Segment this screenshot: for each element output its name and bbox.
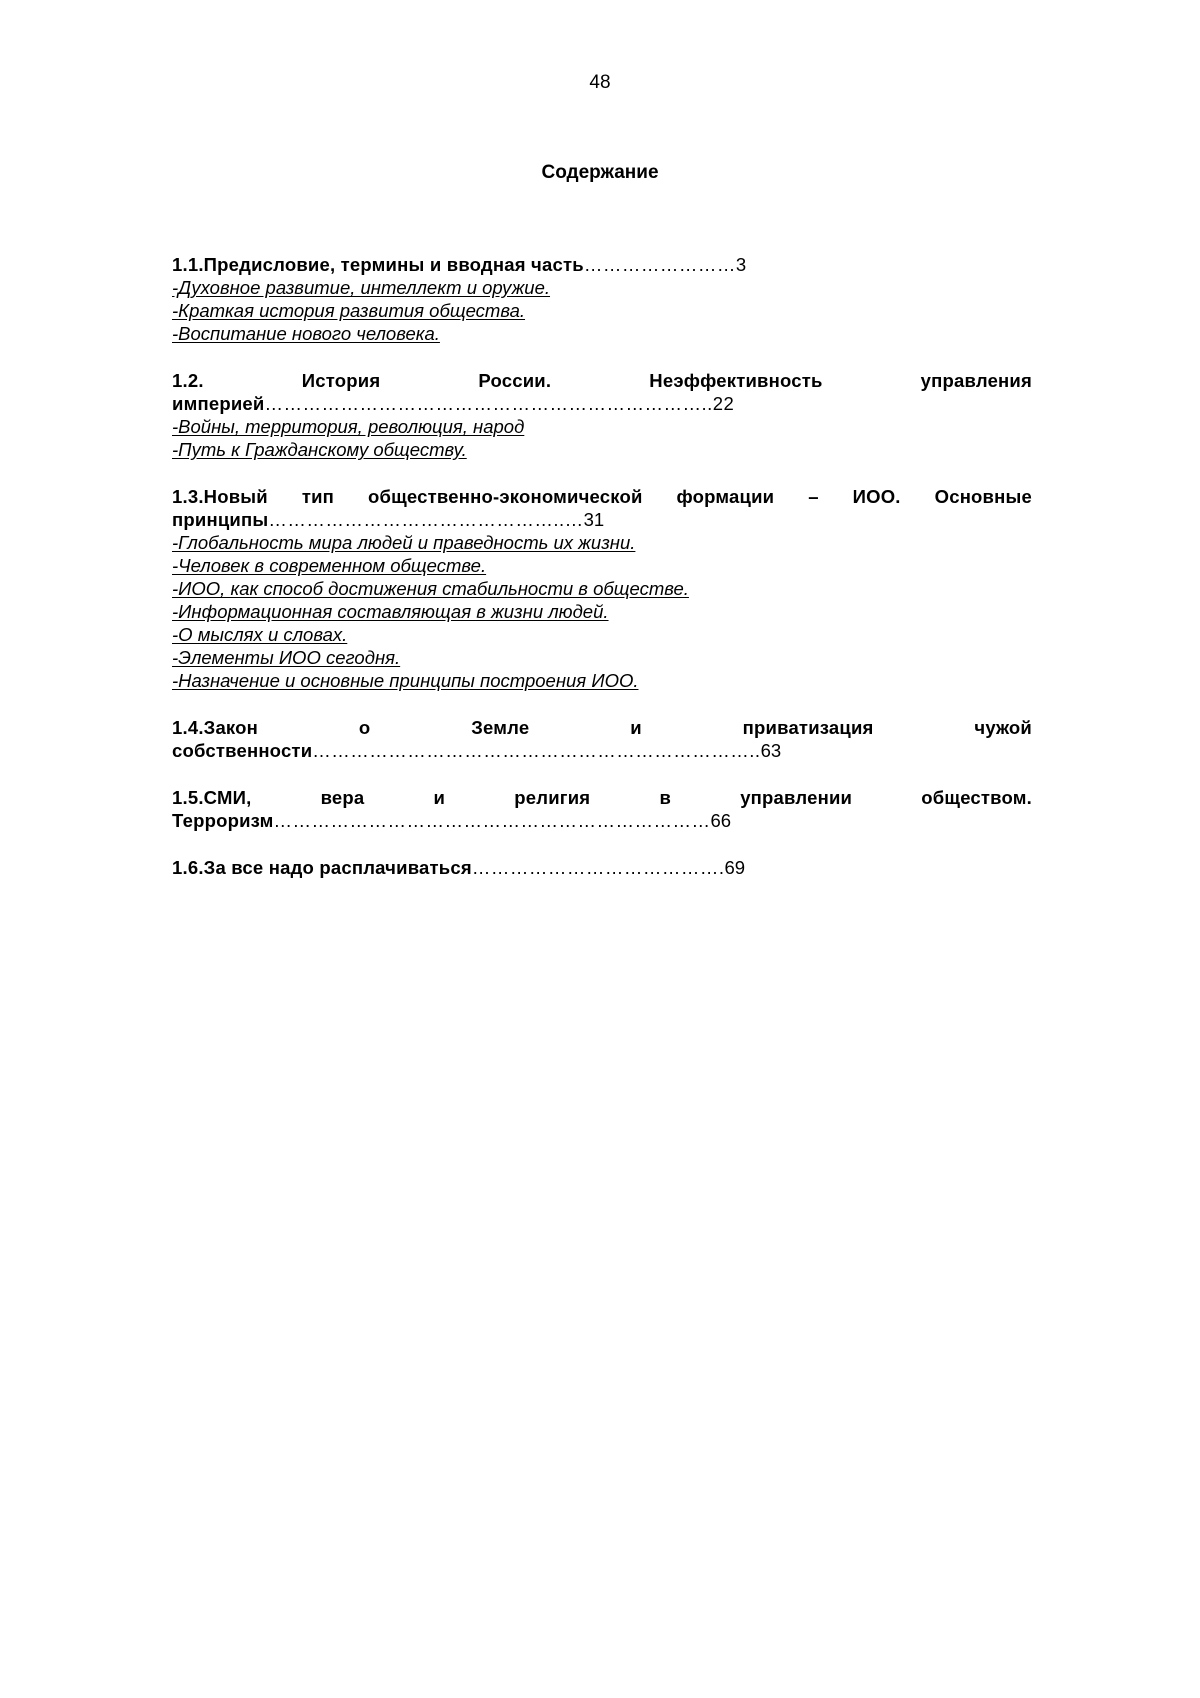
- table-of-contents: [172, 253, 1032, 903]
- toc-page-number: 3: [735, 254, 747, 275]
- toc-subitem[interactable]: -О мыслях и словах.: [172, 624, 348, 645]
- toc-subitem[interactable]: -Духовное развитие, интеллект и оружие.: [172, 277, 551, 298]
- toc-entry-heading[interactable]: [172, 485, 1032, 531]
- toc-subitem[interactable]: -Глобальность мира людей и праведность их жизни.: [172, 532, 636, 553]
- toc-subitem[interactable]: -ИОО, как способ достижения стабильности в обществе.: [172, 578, 689, 599]
- toc-subitem[interactable]: -Воспитание нового человека.: [172, 323, 440, 344]
- toc-leader-dots: ……………………………………………………………..: [312, 740, 761, 761]
- toc-entry-1-2: [172, 369, 1032, 461]
- toc-page-number: 63: [760, 740, 782, 761]
- toc-entry-label: 1.5.СМИ, вера и религия в управлении обществом. Терроризм: [172, 787, 1032, 831]
- toc-leader-dots: ………………………………….: [471, 857, 725, 878]
- toc-entry-label: 1.4.Закон о Земле и приватизация чужой собственности: [172, 717, 1032, 761]
- toc-subitem[interactable]: -Войны, территория, революция, народ: [172, 416, 525, 437]
- toc-entry-1-3: [172, 485, 1032, 692]
- toc-subitems: [172, 415, 1032, 461]
- page-number: 48: [589, 72, 611, 93]
- toc-entry-1-1: [172, 253, 1032, 345]
- toc-entry-label: 1.2. История России. Неэффективность управления империей: [172, 370, 1032, 414]
- toc-entry-heading[interactable]: [172, 716, 1032, 762]
- toc-entry-1-5: [172, 786, 1032, 832]
- toc-leader-dots: ……………………………………………………………..22: [264, 393, 735, 414]
- toc-page-number: 69: [724, 857, 746, 878]
- toc-leader-dots: ……………………: [583, 254, 736, 275]
- toc-subitem[interactable]: -Элементы ИОО сегодня.: [172, 647, 401, 668]
- toc-leader-dots: ……………………………………………………………: [273, 810, 711, 831]
- toc-leader-dots: ………………………………………..…: [268, 509, 584, 530]
- toc-entry-heading[interactable]: [172, 856, 1032, 879]
- toc-subitem[interactable]: -Информационная составляющая в жизни людей.: [172, 601, 609, 622]
- toc-page-number: 66: [710, 810, 732, 831]
- toc-entry-heading[interactable]: [172, 369, 1032, 415]
- toc-subitem[interactable]: -Человек в современном обществе.: [172, 555, 487, 576]
- toc-entry-label: 1.6.За все надо расплачиваться: [172, 857, 472, 878]
- toc-subitems: [172, 276, 1032, 345]
- toc-subitem[interactable]: -Краткая история развития общества.: [172, 300, 526, 321]
- toc-entry-label: 1.1.Предисловие, термины и вводная часть: [172, 254, 584, 275]
- toc-entry-heading[interactable]: [172, 253, 1032, 276]
- toc-subitems: [172, 531, 1032, 692]
- page-title: Содержание: [541, 162, 659, 183]
- toc-subitem[interactable]: -Путь к Гражданскому обществу.: [172, 439, 467, 460]
- toc-entry-1-4: [172, 716, 1032, 762]
- toc-subitem[interactable]: -Назначение и основные принципы построения ИОО.: [172, 670, 639, 691]
- toc-entry-heading[interactable]: [172, 786, 1032, 832]
- toc-entry-1-6: [172, 856, 1032, 879]
- toc-entry-label: 1.3.Новый тип общественно-экономической формации – ИОО. Основные принципы: [172, 486, 1032, 530]
- toc-page-number: 31: [583, 509, 605, 530]
